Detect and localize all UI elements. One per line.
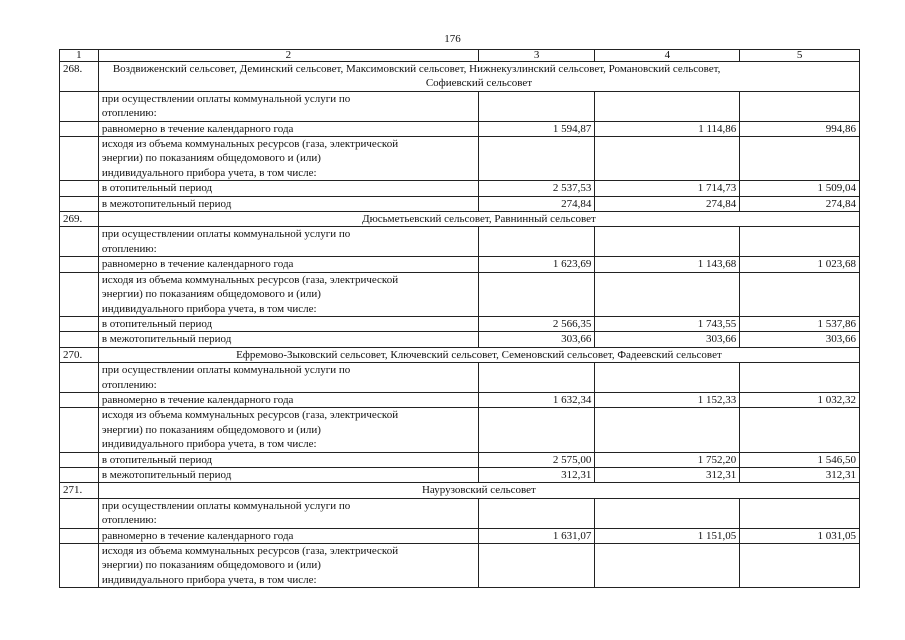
row-label-line: в межотопительный период bbox=[101, 197, 232, 210]
value-cell-col5: 1 509,04 bbox=[740, 181, 860, 196]
row-label-line: равномерно в течение календарного года bbox=[101, 122, 294, 135]
row-label-line: энергии) по показаниям общедомового и (или) bbox=[101, 288, 321, 301]
section-number: 271. bbox=[60, 483, 99, 498]
value-cell-col3: 1 632,34 bbox=[478, 392, 595, 407]
row-label-line: в межотопительный период bbox=[101, 333, 232, 346]
row-number-cell bbox=[60, 257, 99, 272]
value-cell-col5: 312,31 bbox=[740, 467, 860, 482]
row-label-line: равномерно в течение календарного года bbox=[101, 529, 294, 542]
row-label-line: в отопительный период bbox=[101, 453, 213, 466]
table-row bbox=[60, 272, 860, 316]
tariff-table-body bbox=[60, 50, 860, 588]
row-number-cell bbox=[60, 91, 99, 121]
value-cell-col3 bbox=[478, 272, 595, 316]
row-label-line: равномерно в течение календарного года bbox=[101, 258, 294, 271]
row-label bbox=[98, 452, 478, 467]
value-cell-col5: 1 546,50 bbox=[740, 452, 860, 467]
table-row bbox=[60, 316, 860, 331]
row-label-line: энергии) по показаниям общедомового и (или) bbox=[101, 152, 321, 165]
value-cell-col5 bbox=[740, 272, 860, 316]
value-cell-col4 bbox=[595, 544, 740, 588]
value-cell-col5 bbox=[740, 91, 860, 121]
value-cell-col3: 1 594,87 bbox=[478, 121, 595, 136]
row-number-cell bbox=[60, 272, 99, 316]
row-label bbox=[98, 408, 478, 452]
column-number-row bbox=[60, 50, 860, 62]
section-header-row bbox=[60, 212, 860, 227]
row-label bbox=[98, 528, 478, 543]
value-cell-col5 bbox=[740, 137, 860, 181]
value-cell-col3: 312,31 bbox=[478, 467, 595, 482]
section-title-line: Наурузовский сельсовет bbox=[421, 484, 536, 497]
row-label-line: индивидуального прибора учета, в том числе: bbox=[101, 166, 317, 179]
row-label-line: отоплению: bbox=[101, 378, 157, 391]
value-cell-col4: 1 743,55 bbox=[595, 316, 740, 331]
row-label bbox=[98, 137, 478, 181]
section-title-line: Воздвиженский сельсовет, Деминский сельсовет, Максимовский сельсовет, Нижнекузлинский сельсовет, Романовский сельсовет, bbox=[112, 63, 721, 75]
row-label-line: индивидуального прибора учета, в том числе: bbox=[101, 438, 317, 451]
table-row bbox=[60, 181, 860, 196]
row-label bbox=[98, 544, 478, 588]
row-label bbox=[98, 332, 478, 347]
value-cell-col4 bbox=[595, 408, 740, 452]
row-number-cell bbox=[60, 528, 99, 543]
section-title bbox=[98, 212, 859, 227]
section-title bbox=[98, 62, 859, 92]
value-cell-col5 bbox=[740, 498, 860, 528]
value-cell-col3 bbox=[478, 91, 595, 121]
row-number-cell bbox=[60, 408, 99, 452]
value-cell-col4 bbox=[595, 363, 740, 393]
row-label-line: в отопительный период bbox=[101, 182, 213, 195]
value-cell-col5 bbox=[740, 227, 860, 257]
row-label bbox=[98, 196, 478, 211]
column-header: 4 bbox=[595, 50, 740, 62]
value-cell-col4: 1 152,33 bbox=[595, 392, 740, 407]
row-label-line: исходя из объема коммунальных ресурсов (газа, электрической bbox=[101, 273, 399, 286]
value-cell-col4 bbox=[595, 272, 740, 316]
row-number-cell bbox=[60, 363, 99, 393]
value-cell-col4 bbox=[595, 227, 740, 257]
value-cell-col5 bbox=[740, 544, 860, 588]
section-header-row bbox=[60, 483, 860, 498]
row-label-line: при осуществлении оплаты коммунальной услуги по bbox=[101, 228, 351, 241]
table-row bbox=[60, 528, 860, 543]
row-label-line: отоплению: bbox=[101, 514, 157, 527]
row-label-line: при осуществлении оплаты коммунальной услуги по bbox=[101, 499, 351, 512]
value-cell-col5: 303,66 bbox=[740, 332, 860, 347]
row-label-line: исходя из объема коммунальных ресурсов (газа, электрической bbox=[101, 138, 399, 151]
row-label-line: энергии) по показаниям общедомового и (или) bbox=[101, 559, 321, 572]
row-number-cell bbox=[60, 332, 99, 347]
row-label bbox=[98, 91, 478, 121]
row-label-line: исходя из объема коммунальных ресурсов (газа, электрической bbox=[101, 545, 399, 557]
value-cell-col5: 1 023,68 bbox=[740, 257, 860, 272]
value-cell-col3: 1 631,07 bbox=[478, 528, 595, 543]
row-label-line: индивидуального прибора учета, в том числе: bbox=[101, 302, 317, 315]
value-cell-col5: 1 537,86 bbox=[740, 316, 860, 331]
page-number: 176 bbox=[444, 33, 461, 45]
section-number: 269. bbox=[60, 212, 99, 227]
value-cell-col3 bbox=[478, 363, 595, 393]
row-label bbox=[98, 316, 478, 331]
table-row bbox=[60, 137, 860, 181]
column-header: 3 bbox=[478, 50, 595, 62]
row-label bbox=[98, 467, 478, 482]
value-cell-col3 bbox=[478, 408, 595, 452]
row-number-cell bbox=[60, 498, 99, 528]
row-number-cell bbox=[60, 137, 99, 181]
table-row bbox=[60, 452, 860, 467]
row-label bbox=[98, 257, 478, 272]
value-cell-col3: 2 537,53 bbox=[478, 181, 595, 196]
value-cell-col4 bbox=[595, 498, 740, 528]
value-cell-col5: 1 032,32 bbox=[740, 392, 860, 407]
row-label-line: равномерно в течение календарного года bbox=[101, 393, 294, 406]
tariff-table bbox=[59, 49, 860, 588]
value-cell-col4 bbox=[595, 137, 740, 181]
column-header: 1 bbox=[60, 50, 99, 62]
value-cell-col4: 1 114,86 bbox=[595, 121, 740, 136]
table-row bbox=[60, 392, 860, 407]
column-header: 5 bbox=[740, 50, 860, 62]
value-cell-col3 bbox=[478, 498, 595, 528]
value-cell-col3 bbox=[478, 544, 595, 588]
row-number-cell bbox=[60, 452, 99, 467]
value-cell-col5: 994,86 bbox=[740, 121, 860, 136]
row-label-line: индивидуального прибора учета, в том числе: bbox=[101, 573, 317, 586]
value-cell-col3: 303,66 bbox=[478, 332, 595, 347]
table-row bbox=[60, 227, 860, 257]
row-label bbox=[98, 498, 478, 528]
row-label-line: отоплению: bbox=[101, 242, 157, 255]
column-header: 2 bbox=[98, 50, 478, 62]
row-number-cell bbox=[60, 392, 99, 407]
value-cell-col3: 1 623,69 bbox=[478, 257, 595, 272]
section-header-row bbox=[60, 347, 860, 362]
value-cell-col4: 1 151,05 bbox=[595, 528, 740, 543]
row-label-line: в межотопительный период bbox=[101, 468, 232, 481]
row-label bbox=[98, 363, 478, 393]
row-number-cell bbox=[60, 181, 99, 196]
table-row bbox=[60, 196, 860, 211]
row-label-line: в отопительный период bbox=[101, 317, 213, 330]
section-title bbox=[98, 347, 859, 362]
row-label-line: энергии) по показаниям общедомового и (или) bbox=[101, 423, 321, 436]
section-title-line: Ефремово-Зыковский сельсовет, Ключевский сельсовет, Семеновский сельсовет, Фадеевский сельсовет bbox=[236, 348, 722, 361]
value-cell-col4 bbox=[595, 91, 740, 121]
value-cell-col4: 303,66 bbox=[595, 332, 740, 347]
value-cell-col4: 1 143,68 bbox=[595, 257, 740, 272]
table-row bbox=[60, 332, 860, 347]
table-row bbox=[60, 121, 860, 136]
row-number-cell bbox=[60, 227, 99, 257]
value-cell-col3: 274,84 bbox=[478, 196, 595, 211]
row-label bbox=[98, 272, 478, 316]
value-cell-col5 bbox=[740, 408, 860, 452]
value-cell-col3 bbox=[478, 137, 595, 181]
value-cell-col5: 274,84 bbox=[740, 196, 860, 211]
value-cell-col4: 1 714,73 bbox=[595, 181, 740, 196]
row-label bbox=[98, 181, 478, 196]
row-label bbox=[98, 392, 478, 407]
value-cell-col4: 1 752,20 bbox=[595, 452, 740, 467]
section-title bbox=[98, 483, 859, 498]
row-number-cell bbox=[60, 121, 99, 136]
row-label-line: при осуществлении оплаты коммунальной услуги по bbox=[101, 364, 351, 377]
table-row bbox=[60, 498, 860, 528]
value-cell-col3 bbox=[478, 227, 595, 257]
section-title-line: Дюсьметьевский сельсовет, Равнинный сельсовет bbox=[362, 213, 596, 226]
row-number-cell bbox=[60, 196, 99, 211]
row-label-line: при осуществлении оплаты коммунальной услуги по bbox=[101, 92, 351, 105]
value-cell-col4: 274,84 bbox=[595, 196, 740, 211]
value-cell-col4: 312,31 bbox=[595, 467, 740, 482]
value-cell-col5: 1 031,05 bbox=[740, 528, 860, 543]
row-label bbox=[98, 121, 478, 136]
table-row bbox=[60, 363, 860, 393]
section-header-row bbox=[60, 62, 860, 92]
table-row bbox=[60, 257, 860, 272]
table-row bbox=[60, 467, 860, 482]
value-cell-col5 bbox=[740, 363, 860, 393]
row-number-cell bbox=[60, 467, 99, 482]
value-cell-col3: 2 566,35 bbox=[478, 316, 595, 331]
row-label-line: исходя из объема коммунальных ресурсов (газа, электрической bbox=[101, 409, 399, 422]
table-row bbox=[60, 91, 860, 121]
row-label bbox=[98, 227, 478, 257]
table-row bbox=[60, 544, 860, 588]
row-number-cell bbox=[60, 544, 99, 588]
section-title-line: Софиевский сельсовет bbox=[425, 77, 533, 90]
value-cell-col3: 2 575,00 bbox=[478, 452, 595, 467]
row-label-line: отоплению: bbox=[101, 107, 157, 120]
table-row bbox=[60, 408, 860, 452]
section-number: 270. bbox=[60, 347, 99, 362]
section-number: 268. bbox=[60, 62, 99, 92]
row-number-cell bbox=[60, 316, 99, 331]
